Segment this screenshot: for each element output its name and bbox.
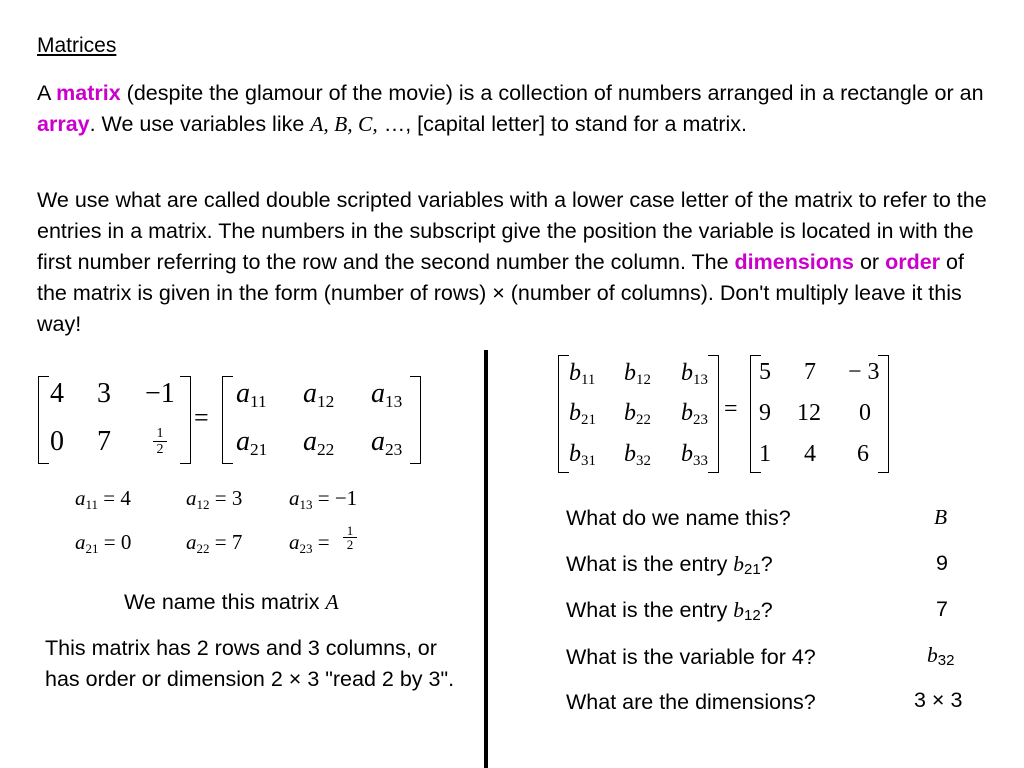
matrix-cell: 9 xyxy=(759,400,771,426)
matrix-var xyxy=(681,400,708,429)
var-subscript: 21 xyxy=(744,561,761,578)
fraction-denominator: 2 xyxy=(346,537,354,552)
text: ? xyxy=(760,552,773,576)
var-subscript: 12 xyxy=(196,497,210,512)
term-dimensions: dimensions xyxy=(734,250,854,274)
matrix-var xyxy=(371,426,402,460)
left-bracket xyxy=(222,376,233,464)
question-name: What do we name this? xyxy=(566,506,791,530)
intro-paragraph xyxy=(37,78,997,140)
var-subscript: 12 xyxy=(317,391,335,411)
matrix-var xyxy=(236,426,267,460)
matrix-var xyxy=(624,400,651,429)
text: …, [capital letter] to stand for a matrix. xyxy=(377,112,747,136)
var-letter: a xyxy=(236,378,250,409)
matrix-var xyxy=(569,441,596,470)
matrix-cell: 7 xyxy=(97,426,111,457)
matrix-cell: 12 xyxy=(797,400,821,426)
var-subscript: 23 xyxy=(299,541,313,556)
left-bracket xyxy=(558,355,569,473)
text: . We use variables like xyxy=(89,112,311,136)
fraction-numerator: 1 xyxy=(343,524,357,538)
var-letter: a xyxy=(236,426,250,457)
matrix-var xyxy=(371,378,402,412)
var-letter: b xyxy=(681,360,693,386)
var-letter: a xyxy=(289,486,300,510)
matrix-cell: 4 xyxy=(804,441,816,467)
var-subscript: 13 xyxy=(385,391,403,411)
fraction-half xyxy=(343,524,357,551)
matrix-var xyxy=(624,441,651,470)
page-title: Matrices xyxy=(37,34,117,57)
term-matrix: matrix xyxy=(56,81,121,105)
var-letter: b xyxy=(569,400,581,426)
var-subscript: 33 xyxy=(693,453,708,470)
var-letter: b xyxy=(733,552,745,576)
var-subscript: 21 xyxy=(250,439,268,459)
equals-sign: = xyxy=(194,403,209,432)
matrix-name-var: A xyxy=(325,590,339,614)
variable-names: A, B, C, xyxy=(310,112,378,136)
answer-entry-b12: 7 xyxy=(936,597,948,621)
var-letter: a xyxy=(289,530,300,554)
text: What is the entry xyxy=(566,598,734,622)
text: We name this matrix xyxy=(124,590,326,614)
entry-value: = −1 xyxy=(317,486,358,510)
entry-a21 xyxy=(75,530,131,557)
equals-sign: = xyxy=(724,396,738,422)
var-subscript: 22 xyxy=(636,412,651,429)
subscript-paragraph xyxy=(37,185,997,340)
text: ? xyxy=(760,598,773,622)
answer-name: B xyxy=(934,505,948,529)
var-letter: a xyxy=(371,426,385,457)
matrix-cell: −1 xyxy=(145,378,175,409)
var-letter: b xyxy=(569,360,581,386)
term-array: array xyxy=(37,112,90,136)
right-bracket xyxy=(180,376,191,464)
term-order: order xyxy=(885,250,941,274)
matrix-cell: 6 xyxy=(857,441,869,467)
var-subscript: 32 xyxy=(937,652,955,669)
var-letter: a xyxy=(303,426,317,457)
question-dimensions: What are the dimensions? xyxy=(566,690,816,714)
matrix-cell: 4 xyxy=(50,378,64,409)
text: We use what are called double scripted variables with a lower case letter of the matrix to refer to the entries in a matrix. The numbers in the subscript give the position the variable is located in with the first number referring to the row and the second number the column. The xyxy=(37,188,987,274)
matrix-cell: 0 xyxy=(50,426,64,457)
entry-a23 xyxy=(289,530,330,557)
matrix-name-statement xyxy=(124,590,339,615)
var-letter: a xyxy=(371,378,385,409)
answer-variable-for-4 xyxy=(927,643,954,669)
question-entry-b12 xyxy=(566,598,773,624)
matrix-var xyxy=(303,426,334,460)
answer-entry-b21: 9 xyxy=(936,551,948,575)
matrix-cell: − 3 xyxy=(848,359,880,385)
right-bracket xyxy=(410,376,421,464)
var-subscript: 13 xyxy=(693,372,708,389)
var-subscript: 22 xyxy=(317,439,335,459)
var-letter: b xyxy=(569,441,581,467)
entry-a13 xyxy=(289,486,357,513)
question-entry-b21 xyxy=(566,552,773,578)
matrix-cell: 1 xyxy=(759,441,771,467)
var-letter: b xyxy=(624,400,636,426)
fraction-numerator: 1 xyxy=(153,426,167,442)
matrix-var xyxy=(569,360,595,389)
fraction-denominator: 2 xyxy=(156,442,164,457)
var-subscript: 11 xyxy=(85,497,99,512)
var-subscript: 23 xyxy=(693,412,708,429)
fraction-half xyxy=(153,426,167,457)
matrix-cell: 3 xyxy=(97,378,111,409)
text: of the matrix is given in the form (number of rows) × (number of columns). Don't multiply leave it this way! xyxy=(37,250,964,336)
matrix-var xyxy=(681,441,708,470)
matrix-cell: 5 xyxy=(759,359,771,385)
right-bracket xyxy=(708,355,719,473)
text: What is the entry xyxy=(566,552,734,576)
vertical-divider xyxy=(484,350,488,768)
text: (despite the glamour of the movie) is a collection of numbers arranged in a rectangle or an xyxy=(120,81,984,105)
answer-dimensions: 3 × 3 xyxy=(914,688,963,712)
var-subscript: 11 xyxy=(250,391,267,411)
var-letter: a xyxy=(75,530,86,554)
entry-value: = 4 xyxy=(103,486,131,510)
text: A xyxy=(37,81,57,105)
matrix-var xyxy=(624,360,651,389)
var-subscript: 11 xyxy=(581,372,596,389)
var-letter: a xyxy=(75,486,86,510)
matrix-cell: 0 xyxy=(859,400,871,426)
var-letter: b xyxy=(624,441,636,467)
var-subscript: 23 xyxy=(385,439,403,459)
text: or xyxy=(854,250,886,274)
var-letter: a xyxy=(186,530,197,554)
var-subscript: 21 xyxy=(85,541,99,556)
var-subscript: 22 xyxy=(196,541,210,556)
entry-value: = xyxy=(317,530,330,554)
var-subscript: 21 xyxy=(581,412,596,429)
left-bracket xyxy=(38,376,49,464)
var-subscript: 31 xyxy=(581,453,596,470)
var-letter: b xyxy=(733,598,745,622)
var-subscript: 12 xyxy=(636,372,651,389)
matrix-var xyxy=(303,378,334,412)
var-letter: b xyxy=(681,400,693,426)
matrix-var xyxy=(681,360,708,389)
entry-a11 xyxy=(75,486,131,513)
right-bracket xyxy=(878,355,889,473)
question-variable-for-4: What is the variable for 4? xyxy=(566,645,816,669)
matrix-var xyxy=(236,378,267,412)
var-letter: b xyxy=(927,643,938,667)
var-letter: b xyxy=(681,441,693,467)
var-letter: b xyxy=(624,360,636,386)
var-subscript: 32 xyxy=(636,453,651,470)
matrix-var xyxy=(569,400,596,429)
var-letter: a xyxy=(186,486,197,510)
entry-a22 xyxy=(186,530,242,557)
var-subscript: 13 xyxy=(299,497,313,512)
matrix-cell: 7 xyxy=(804,359,816,385)
var-letter: a xyxy=(303,378,317,409)
matrix-order-statement: This matrix has 2 rows and 3 columns, or has order or dimension 2 × 3 "read 2 by 3". xyxy=(45,636,455,691)
var-subscript: 12 xyxy=(744,607,761,624)
entry-value: = 7 xyxy=(214,530,243,554)
entry-value: = 3 xyxy=(214,486,243,510)
entry-a12 xyxy=(186,486,242,513)
entry-value: = 0 xyxy=(103,530,132,554)
